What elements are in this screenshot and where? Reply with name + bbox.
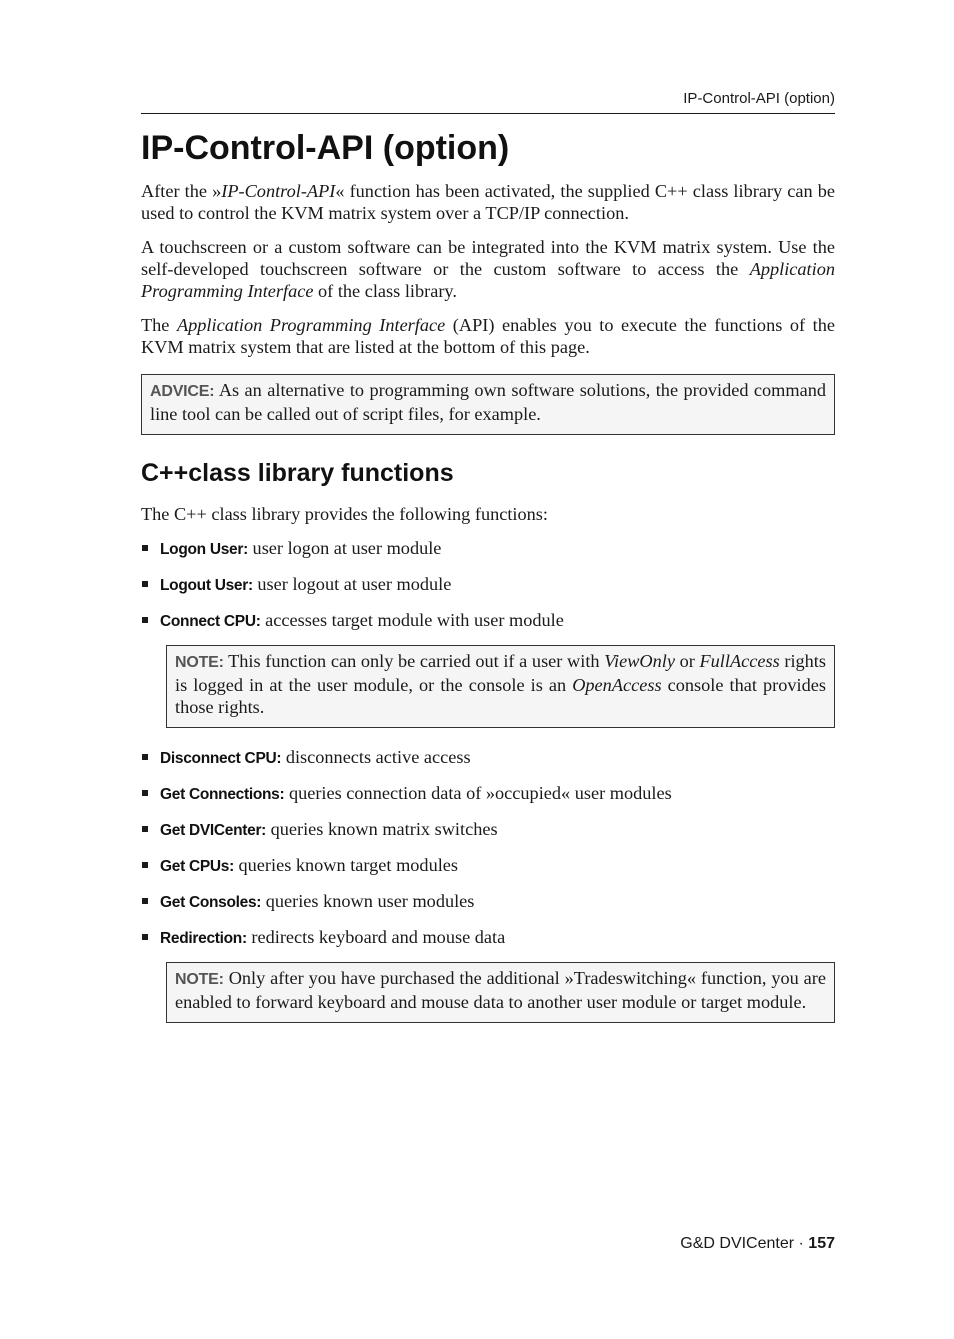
- intro-paragraph-2: [141, 236, 835, 302]
- function-term: Logon User:: [160, 541, 248, 558]
- list-item: [141, 890, 835, 914]
- page-footer: [680, 1234, 835, 1254]
- bullet-icon: [142, 545, 148, 551]
- italic-term: Application Programming Interface: [141, 259, 835, 301]
- footer-brand: G&D DVICenter ·: [680, 1235, 809, 1252]
- page-title: IP-Control-API (option): [141, 129, 510, 167]
- list-item: [141, 782, 835, 806]
- text: After the »: [141, 181, 222, 201]
- italic-term: IP-Control-API: [221, 181, 336, 201]
- list-item: [141, 537, 835, 561]
- advice-label: ADVICE:: [150, 383, 215, 400]
- italic-term: FullAccess: [699, 651, 780, 671]
- bullet-icon: [142, 934, 148, 940]
- text: or: [674, 651, 700, 671]
- function-term: Connect CPU:: [160, 613, 261, 630]
- function-term: Get DVICenter:: [160, 822, 267, 839]
- function-term: Get Connections:: [160, 786, 285, 803]
- function-desc: queries known target modules: [233, 855, 459, 875]
- page-number: 157: [808, 1235, 835, 1252]
- bullet-icon: [142, 581, 148, 587]
- section-heading: C++class library functions: [141, 459, 454, 487]
- function-desc: queries known matrix switches: [266, 819, 498, 839]
- function-list-continued: [141, 746, 835, 950]
- note-box-tradeswitching: [166, 962, 835, 1023]
- bullet-icon: [142, 754, 148, 760]
- function-term: Redirection:: [160, 930, 247, 947]
- list-item: [141, 818, 835, 842]
- function-desc: accesses target module with user module: [260, 610, 564, 630]
- function-desc: queries known user modules: [261, 891, 475, 911]
- function-desc: user logon at user module: [247, 538, 442, 558]
- list-item: [141, 926, 835, 950]
- note-label: NOTE:: [175, 654, 224, 671]
- text: A touchscreen or a custom software can be integrated into the KVM matrix system. Use the self-developed touchscreen software or the custom software to access the: [141, 237, 835, 279]
- function-term: Get CPUs:: [160, 858, 234, 875]
- advice-text: As an alternative to programming own software solutions, the provided command line tool can be called out of script files, for example.: [150, 380, 826, 424]
- section-intro: The C++ class library provides the following functions:: [141, 504, 548, 524]
- italic-term: OpenAccess: [572, 675, 662, 695]
- function-list: [141, 537, 835, 633]
- bullet-icon: [142, 862, 148, 868]
- function-term: Disconnect CPU:: [160, 750, 282, 767]
- function-term: Get Consoles:: [160, 894, 262, 911]
- italic-term: ViewOnly: [604, 651, 675, 671]
- function-desc: disconnects active access: [281, 747, 471, 767]
- text: console that provides those rights.: [175, 675, 826, 717]
- function-desc: user logout at user module: [252, 574, 452, 594]
- text: of the class library.: [313, 281, 457, 301]
- bullet-icon: [142, 617, 148, 623]
- text: This function can only be carried out if a user with: [223, 651, 605, 671]
- italic-term: Application Programming Interface: [176, 315, 446, 335]
- running-header: IP-Control-API (option): [683, 90, 835, 107]
- note-box-rights: [166, 645, 835, 728]
- text: (API) enables you to execute the functions of the KVM matrix system that are listed at the bottom of this page.: [141, 315, 835, 357]
- content: [141, 180, 835, 1041]
- intro-paragraph-3: [141, 314, 835, 358]
- list-item: [141, 573, 835, 597]
- header-rule: [141, 113, 835, 114]
- bullet-icon: [142, 790, 148, 796]
- note-text: Only after you have purchased the additional »Tradeswitching« function, you are enabled to forward keyboard and mouse data to another user module or target module.: [175, 968, 826, 1012]
- function-term: Logout User:: [160, 577, 253, 594]
- text: rights is logged in at the user module, or the console is an: [175, 651, 826, 695]
- list-item: [141, 746, 835, 770]
- function-desc: queries connection data of »occupied« user modules: [284, 783, 672, 803]
- advice-box: [141, 374, 835, 435]
- text: The: [141, 315, 177, 335]
- list-item: [141, 609, 835, 633]
- function-desc: redirects keyboard and mouse data: [246, 927, 506, 947]
- intro-paragraph-1: [141, 180, 835, 224]
- bullet-icon: [142, 826, 148, 832]
- list-item: [141, 854, 835, 878]
- bullet-icon: [142, 898, 148, 904]
- text: « function has been activated, the supplied C++ class library can be used to control the KVM matrix system over a TCP/IP connection.: [141, 181, 835, 223]
- note-label: NOTE:: [175, 971, 224, 988]
